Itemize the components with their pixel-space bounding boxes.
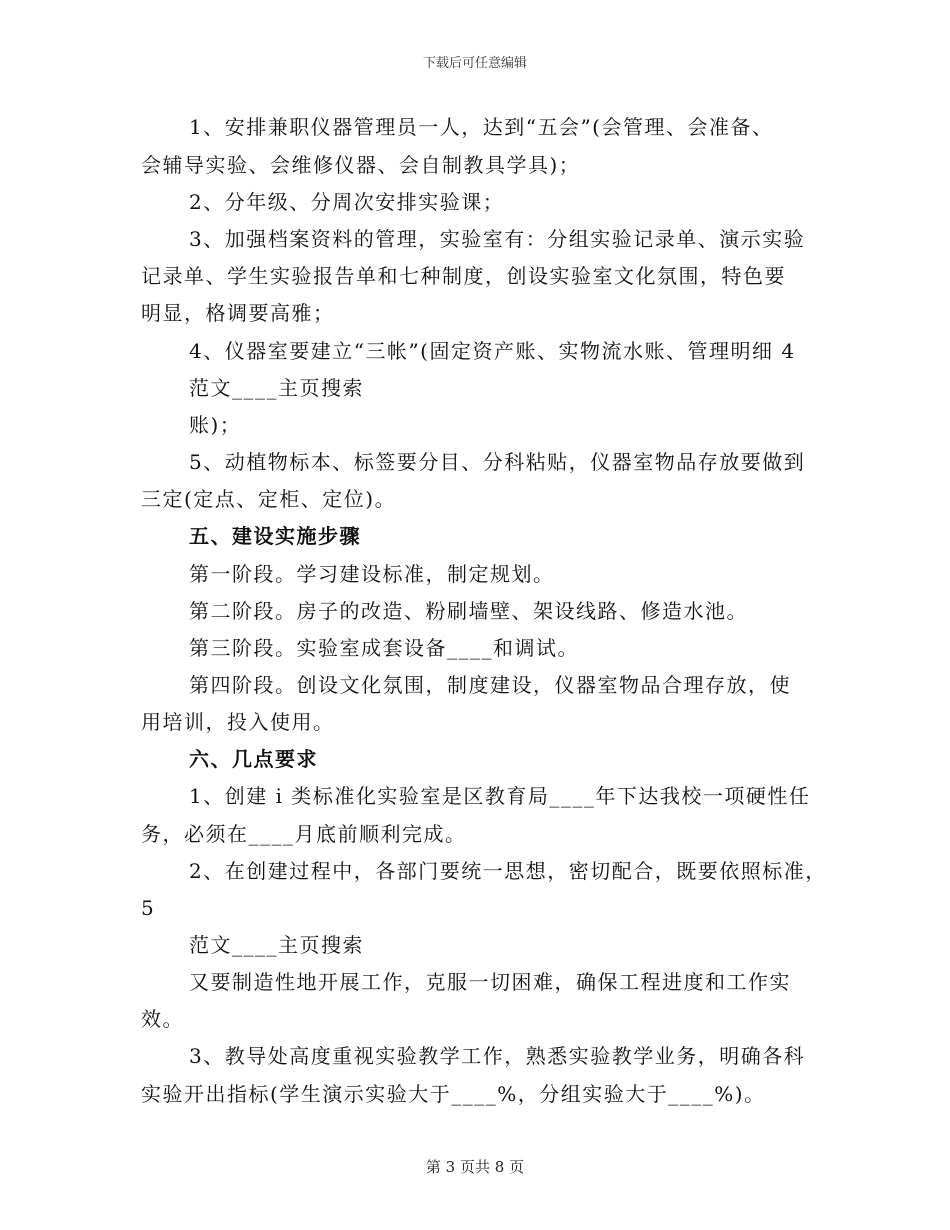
text-line: 5、动植物标本、标签要分目、分科粘贴，仪器室物品存放要做到 xyxy=(189,450,806,474)
text-line: 2、分年级、分周次安排实验课； xyxy=(189,190,505,214)
text-line: 账)； xyxy=(189,413,242,437)
text-line: 又要制造性地开展工作，克服一切困难，确保工程进度和工作实 xyxy=(189,970,791,994)
text-line: 第四阶段。创设文化氛围，制度建设，仪器室物品合理存放，使 xyxy=(189,673,791,697)
text-line: 会辅导实验、会维修仪器、会自制教具学具)； xyxy=(141,153,581,177)
section-heading: 五、建设实施步骤 xyxy=(189,524,361,548)
text-line: 1、安排兼职仪器管理员一人，达到“五会”(会管理、会准备、 xyxy=(189,115,774,139)
text-line: 第一阶段。学习建设标准，制定规划。 xyxy=(189,562,555,586)
text-line: 1、创建 i 类标准化实验室是区教育局____年下达我校一项硬性任 xyxy=(189,784,811,808)
page-footer: 第 3 页共 8 页 xyxy=(425,1158,525,1176)
text-line: 效。 xyxy=(141,1007,184,1031)
text-line: 3、教导处高度重视实验教学工作，熟悉实验教学业务，明确各科 xyxy=(189,1044,806,1068)
text-line: 第三阶段。实验室成套设备____和调试。 xyxy=(189,636,579,660)
text-line: 5 xyxy=(141,896,156,920)
text-line: 第二阶段。房子的改造、粉刷墙壁、架设线路、修造水池。 xyxy=(189,599,748,623)
section-heading: 六、几点要求 xyxy=(189,747,318,771)
text-line: 三定(定点、定柜、定位)。 xyxy=(141,487,397,511)
text-line: 范文____主页搜索 xyxy=(189,376,364,400)
text-line: 2、在创建过程中，各部门要统一思想，密切配合，既要依照标准， xyxy=(189,859,827,883)
text-line: 记录单、学生实验报告单和七种制度，创设实验室文化氛围，特色要 xyxy=(141,264,786,288)
text-line: 用培训，投入使用。 xyxy=(141,710,335,734)
text-line: 实验开出指标(学生演示实验大于____%，分组实验大于____%)。 xyxy=(141,1082,766,1106)
text-line: 务，必须在____月底前顺利完成。 xyxy=(141,822,467,846)
text-line: 明显，格调要高雅； xyxy=(141,301,335,325)
text-line: 范文____主页搜索 xyxy=(189,933,364,957)
page-header: 下载后可任意编辑 xyxy=(422,56,527,71)
text-line: 3、加强档案资料的管理，实验室有：分组实验记录单、演示实验 xyxy=(189,227,806,251)
text-line: 4、仪器室要建立“三帐”(固定资产账、实物流水账、管理明细 4 xyxy=(189,339,796,363)
